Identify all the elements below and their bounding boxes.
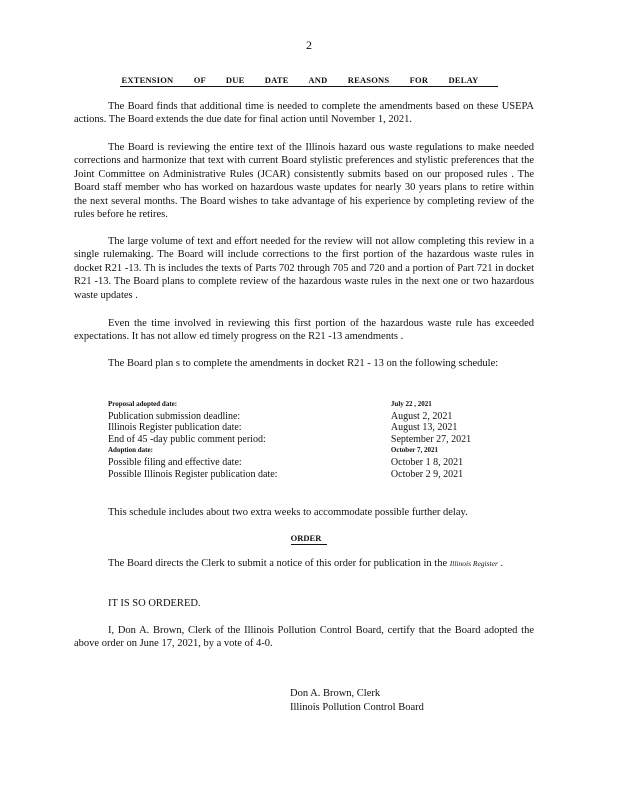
paragraph-expectations: Even the time involved in reviewing this first portion of the hazardous waste rule has exceeded expectations. It has not allow ed timely progress on the R21 -13 amendments . — [74, 318, 534, 343]
schedule-row: End of 45 -day public comment period: September 27, 2021 — [108, 433, 472, 445]
schedule-note: This schedule includes about two extra weeks to accommodate possible further delay. — [108, 507, 468, 518]
section-heading — [0, 75, 618, 85]
schedule-row: Possible Illinois Register publication date: October 2 9, 2021 — [108, 468, 464, 480]
schedule-row: Illinois Register publication date: August 13, 2021 — [108, 422, 458, 434]
schedule-row: Adoption date: October 7, 2021 — [108, 446, 439, 455]
schedule-row: Publication submission deadline: August 2, 2021 — [108, 410, 453, 422]
schedule-row: Possible filing and effective date: October 1 8, 2021 — [108, 456, 464, 468]
schedule-row: Proposal adopted date: July 22 , 2021 — [108, 400, 432, 408]
certification-paragraph: I, Don A. Brown, Clerk of the Illinois Pollution Control Board, certify that the Board adopted the above order on June 17, 2021, by a vote of 4-0. — [74, 625, 534, 650]
section-heading-text: EXTENSION OF DUE DATE AND REASONS FOR DELAY — [120, 75, 499, 87]
order-paragraph: The Board directs the Clerk to submit a notice of this order for publication in the Illinois Register . — [108, 558, 504, 569]
so-ordered: IT IS SO ORDERED. — [108, 598, 201, 609]
order-heading-text: ORDER — [291, 533, 328, 545]
order-heading — [0, 533, 618, 543]
paragraph-volume: The large volume of text and effort needed for the review will not allow completing this review in a single rulemaking. The Board will include corrections to the first portion of the hazardous waste rules in docket R21 -13. Th is includes the texts of Parts 702 through 705 and 720 and a portion of Part 721 in docket R21 -13. The Board plans to complete review of the hazardous waste rules in the next one or two hazardous waste updates . — [74, 236, 534, 301]
illinois-register-italic: Illinois Register — [449, 559, 498, 568]
signature-block — [290, 687, 424, 715]
paragraph-review: The Board is reviewing the entire text of the Illinois hazard ous waste regulations to make needed corrections and harmonize that text with current Board stylistic preferences and stylistic preferences that the Joint Committee on Administrative Rules (JCAR) consistently submits based on our proposed rules . The Board staff member who has worked on hazardous waste updates for nearly 30 years plans to retire within the next several months. The Board wishes to take advantage of his experience by completing review of the rules before he retires. — [74, 142, 534, 221]
paragraph-schedule-intro: The Board plan s to complete the amendments in docket R21 - 13 on the following schedule: — [108, 358, 499, 369]
signature-name: Don A. Brown, Clerk — [290, 688, 381, 699]
schedule-table — [108, 399, 508, 480]
page-number: 2 — [306, 38, 312, 52]
signature-org: Illinois Pollution Control Board — [290, 702, 424, 713]
paragraph-due-date: The Board finds that additional time is needed to complete the amendments based on these USEPA actions. The Board extends the due date for final action until November 1, 2021. — [74, 101, 534, 126]
